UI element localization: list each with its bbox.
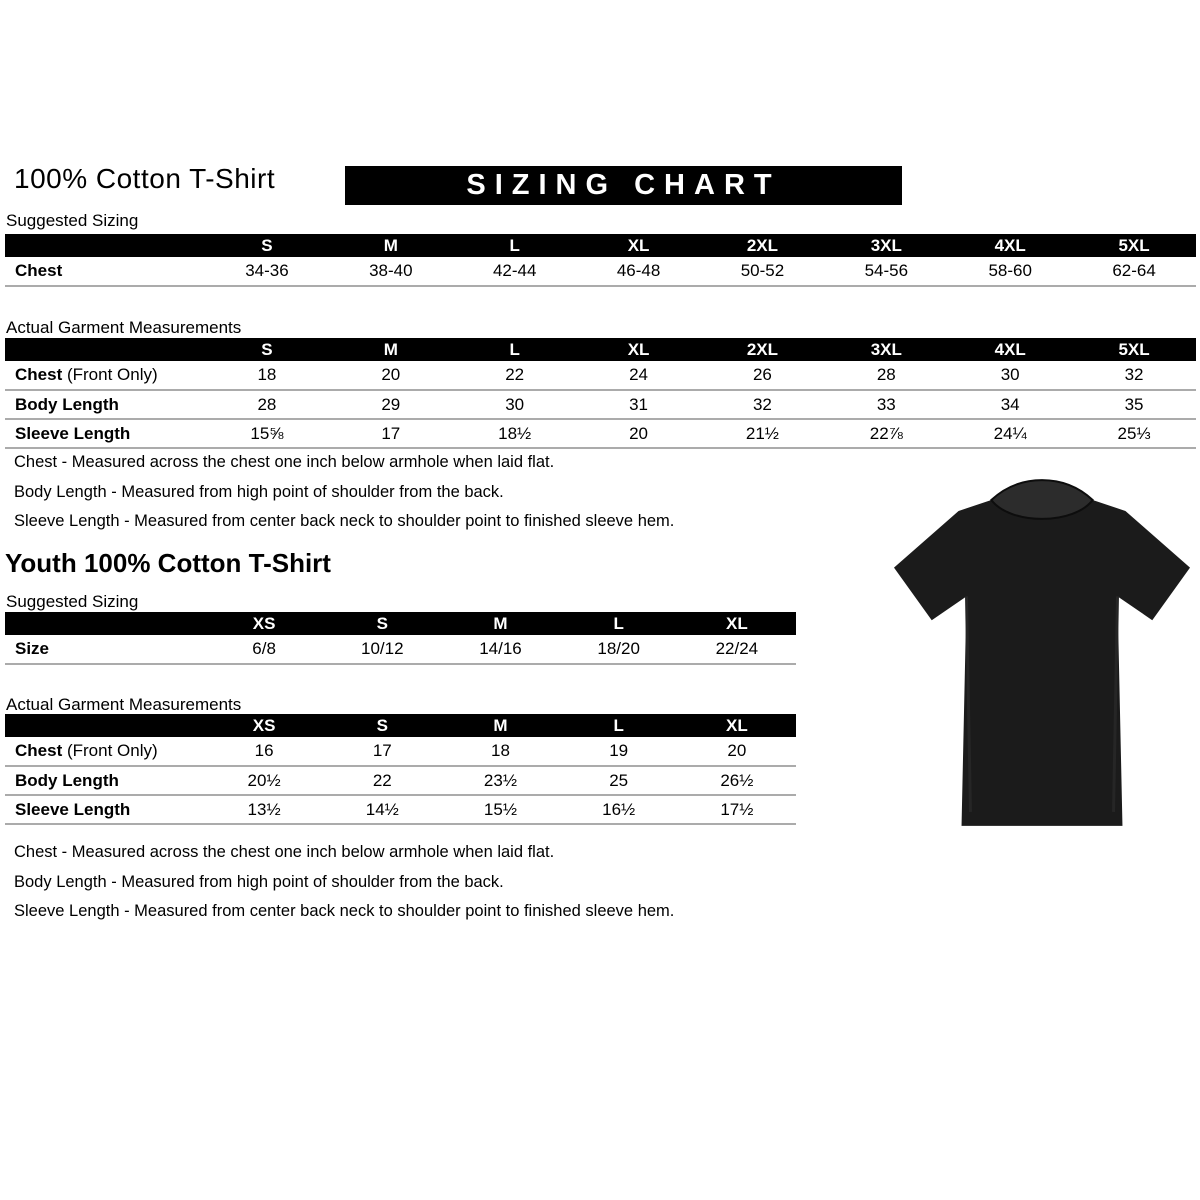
row-label: Size — [5, 635, 205, 664]
measurement-cell: 10/12 — [323, 635, 441, 664]
measurement-cell: 34-36 — [205, 257, 329, 286]
row-label: Sleeve Length — [5, 419, 205, 448]
measurement-cell: 22⅞ — [824, 419, 948, 448]
row-label: Chest — [5, 257, 205, 286]
table-row — [5, 390, 1196, 419]
size-col-header: S — [205, 338, 329, 361]
measurement-cell: 38-40 — [329, 257, 453, 286]
size-col-header: XL — [577, 338, 701, 361]
size-col-header: XL — [678, 612, 796, 635]
measurement-cell: 33 — [824, 390, 948, 419]
table-row — [5, 419, 1196, 448]
measurement-cell: 14½ — [323, 795, 441, 824]
measurement-cell: 20 — [678, 737, 796, 766]
row-label: Chest (Front Only) — [5, 361, 205, 390]
youth-suggested-sizing-table — [5, 612, 796, 665]
note-chest: Chest - Measured across the chest one inch below armhole when laid flat. — [14, 453, 555, 471]
size-col-header: 4XL — [948, 234, 1072, 257]
size-col-header: M — [329, 234, 453, 257]
measurement-cell: 22 — [453, 361, 577, 390]
table-row — [5, 361, 1196, 390]
row-label-header — [5, 714, 205, 737]
table-row — [5, 737, 796, 766]
measurement-cell: 62-64 — [1072, 257, 1196, 286]
size-col-header: 5XL — [1072, 234, 1196, 257]
measurement-cell: 22 — [323, 766, 441, 795]
measurement-cell: 18½ — [453, 419, 577, 448]
measurement-cell: 25⅓ — [1072, 419, 1196, 448]
measurement-cell: 26 — [701, 361, 825, 390]
table-row — [5, 635, 796, 664]
size-col-header: L — [560, 612, 678, 635]
size-col-header: 2XL — [701, 234, 825, 257]
table-row — [5, 257, 1196, 286]
youth-page-title: Youth 100% Cotton T-Shirt — [5, 548, 331, 578]
size-col-header: 5XL — [1072, 338, 1196, 361]
measurement-cell: 22/24 — [678, 635, 796, 664]
table-row — [5, 766, 796, 795]
measurement-cell: 16 — [205, 737, 323, 766]
measurement-cell: 23½ — [441, 766, 559, 795]
measurement-cell: 58-60 — [948, 257, 1072, 286]
adult-actual-measurements-table — [5, 338, 1196, 449]
tshirt-image — [893, 474, 1191, 832]
size-col-header: 3XL — [824, 338, 948, 361]
measurement-cell: 29 — [329, 390, 453, 419]
size-col-header: 2XL — [701, 338, 825, 361]
youth-actual-measurements-label: Actual Garment Measurements — [6, 695, 242, 714]
table-row — [5, 795, 796, 824]
measurement-cell: 28 — [824, 361, 948, 390]
measurement-cell: 20 — [577, 419, 701, 448]
measurement-cell: 20 — [329, 361, 453, 390]
measurement-cell: 16½ — [560, 795, 678, 824]
measurement-cell: 25 — [560, 766, 678, 795]
size-col-header: L — [453, 338, 577, 361]
size-col-header: M — [441, 612, 559, 635]
measurement-cell: 6/8 — [205, 635, 323, 664]
size-col-header: XS — [205, 612, 323, 635]
page-title: 100% Cotton T-Shirt — [14, 163, 276, 194]
measurement-cell: 20½ — [205, 766, 323, 795]
note-chest: Chest - Measured across the chest one inch below armhole when laid flat. — [14, 843, 555, 861]
size-col-header: M — [329, 338, 453, 361]
measurement-cell: 32 — [1072, 361, 1196, 390]
row-label: Body Length — [5, 766, 205, 795]
size-col-header: S — [323, 612, 441, 635]
youth-measurement-notes — [14, 843, 674, 932]
measurement-cell: 17 — [329, 419, 453, 448]
sizing-chart-banner — [345, 166, 902, 205]
size-col-header: XL — [678, 714, 796, 737]
size-col-header: L — [453, 234, 577, 257]
adult-actual-measurements-label: Actual Garment Measurements — [6, 318, 242, 337]
size-col-header: M — [441, 714, 559, 737]
measurement-cell: 34 — [948, 390, 1072, 419]
measurement-cell: 50-52 — [701, 257, 825, 286]
row-label-header — [5, 234, 205, 257]
adult-suggested-sizing-table — [5, 234, 1196, 287]
row-label-header — [5, 338, 205, 361]
measurement-cell: 54-56 — [824, 257, 948, 286]
measurement-cell: 21½ — [701, 419, 825, 448]
size-col-header: 4XL — [948, 338, 1072, 361]
black-tshirt-graphic — [893, 474, 1191, 832]
measurement-cell: 28 — [205, 390, 329, 419]
size-col-header: XS — [205, 714, 323, 737]
measurement-cell: 42-44 — [453, 257, 577, 286]
measurement-cell: 24¼ — [948, 419, 1072, 448]
measurement-cell: 17½ — [678, 795, 796, 824]
note-sleeve-length: Sleeve Length - Measured from center back neck to shoulder point to finished sleeve hem. — [14, 902, 675, 920]
measurement-cell: 17 — [323, 737, 441, 766]
row-label: Chest (Front Only) — [5, 737, 205, 766]
adult-measurement-notes — [14, 453, 674, 542]
size-col-header: L — [560, 714, 678, 737]
sizing-chart-banner-text: SIZING CHART — [466, 169, 781, 201]
measurement-cell: 35 — [1072, 390, 1196, 419]
note-body-length: Body Length - Measured from high point of shoulder from the back. — [14, 872, 504, 891]
size-col-header: S — [205, 234, 329, 257]
measurement-cell: 46-48 — [577, 257, 701, 286]
adult-suggested-sizing-label: Suggested Sizing — [6, 211, 139, 230]
measurement-cell: 18 — [205, 361, 329, 390]
measurement-cell: 24 — [577, 361, 701, 390]
size-col-header: XL — [577, 234, 701, 257]
measurement-cell: 14/16 — [441, 635, 559, 664]
row-label-header — [5, 612, 205, 635]
note-sleeve-length: Sleeve Length - Measured from center back neck to shoulder point to finished sleeve hem. — [14, 512, 675, 530]
youth-actual-measurements-table — [5, 714, 796, 825]
measurement-cell: 13½ — [205, 795, 323, 824]
size-col-header: S — [323, 714, 441, 737]
measurement-cell: 26½ — [678, 766, 796, 795]
measurement-cell: 32 — [701, 390, 825, 419]
measurement-cell: 15½ — [441, 795, 559, 824]
row-label: Body Length — [5, 390, 205, 419]
note-body-length: Body Length - Measured from high point of shoulder from the back. — [14, 482, 504, 501]
measurement-cell: 19 — [560, 737, 678, 766]
measurement-cell: 30 — [948, 361, 1072, 390]
youth-suggested-sizing-label: Suggested Sizing — [6, 592, 139, 611]
row-label: Sleeve Length — [5, 795, 205, 824]
measurement-cell: 18/20 — [560, 635, 678, 664]
measurement-cell: 30 — [453, 390, 577, 419]
measurement-cell: 31 — [577, 390, 701, 419]
measurement-cell: 15⅝ — [205, 419, 329, 448]
measurement-cell: 18 — [441, 737, 559, 766]
size-col-header: 3XL — [824, 234, 948, 257]
